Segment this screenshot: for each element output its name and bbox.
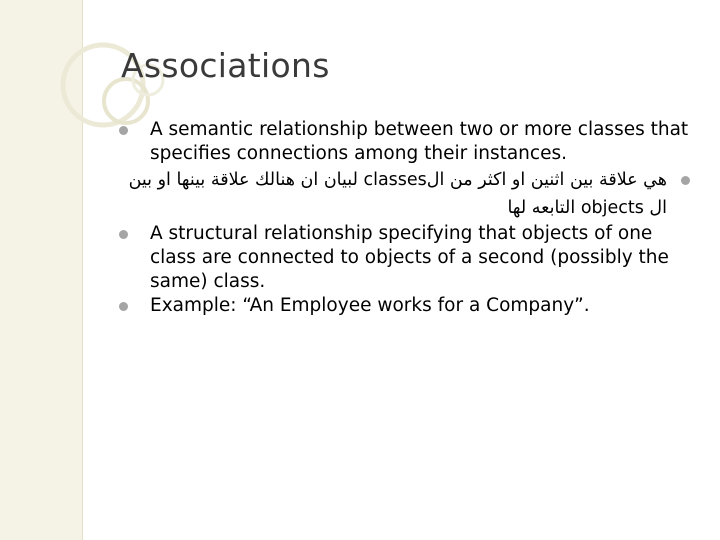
bullet-text: هي علاقة بين اثنين او اكثر من الclasses لبيان ان هنالك علاقة بينها او بين ال objects التابعه لها: [128, 170, 667, 218]
bullet-text: Example: “An Employee works for a Company”.: [150, 295, 590, 316]
bullet-icon: [119, 230, 128, 239]
bullet-icon: [119, 302, 128, 311]
slide-title: Associations: [121, 46, 330, 85]
sidebar-divider: [82, 0, 83, 540]
bullet-item: [100, 294, 700, 318]
bullet-item: [100, 118, 700, 166]
bullet-text: A semantic relationship between two or more classes that specifies connections among their instances.: [150, 119, 689, 164]
bullet-text: A structural relationship specifying that objects of one class are connected to objects of a second (possibly the same) class.: [150, 223, 669, 292]
slide-sidebar: [0, 0, 82, 540]
bullet-item-arabic: [100, 166, 700, 222]
bullet-icon: [681, 176, 690, 185]
bullet-item: [100, 222, 700, 294]
bullet-icon: [119, 126, 128, 135]
bullet-list: [100, 118, 700, 318]
